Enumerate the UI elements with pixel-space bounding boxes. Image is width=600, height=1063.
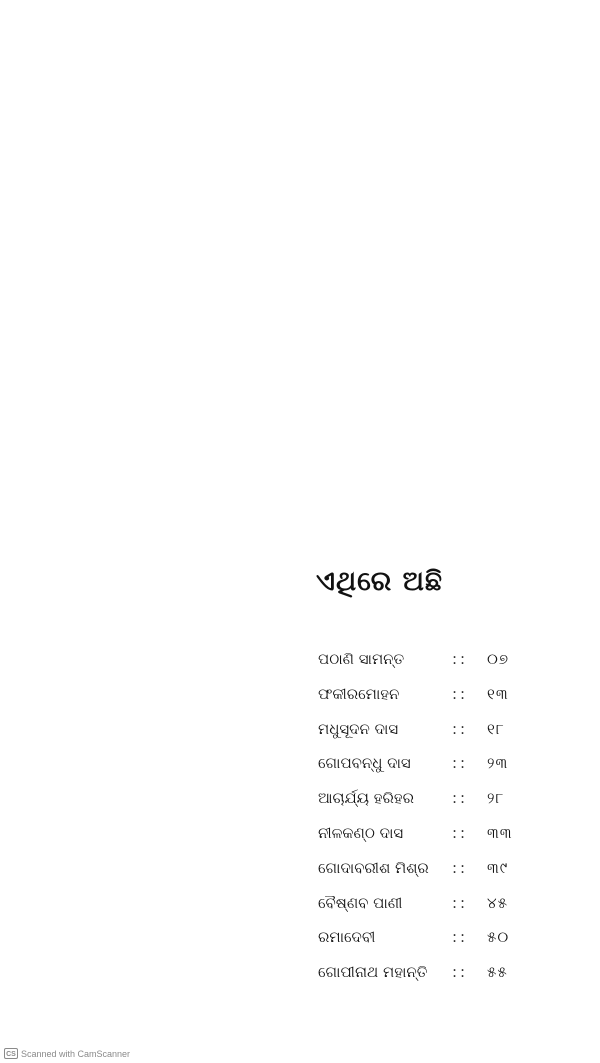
toc-entry-page-number: ୧୮	[487, 719, 505, 738]
toc-entry-page-number: ୫୦	[487, 928, 510, 947]
toc-entry	[318, 853, 548, 888]
toc-list	[318, 644, 548, 992]
toc-entry-page-number: ୨୮	[487, 789, 505, 808]
scanner-watermark	[4, 1048, 130, 1059]
toc-title: ଏଥିରେ ଅଛି	[316, 566, 443, 597]
toc-entry	[318, 888, 548, 923]
toc-entry	[318, 818, 548, 853]
toc-entry	[318, 748, 548, 783]
toc-entry	[318, 714, 548, 749]
toc-entry-page-number: ୪୫	[487, 893, 508, 912]
toc-entry	[318, 922, 548, 957]
toc-entry-page-number: ୦୭	[487, 650, 510, 668]
toc-entry	[318, 644, 548, 679]
toc-entry-page-number: ୫୫	[487, 963, 508, 982]
toc-entry-name: ଫକୀରମୋହନ	[318, 684, 400, 703]
toc-entry-name: ଗୋଦାବରୀଶ ମିଶ୍ର	[318, 858, 429, 877]
toc-entry-name: ଆଚାର୍ଯ୍ୟ ହରିହର	[318, 789, 414, 808]
scanner-text: Scanned with CamScanner	[21, 1048, 131, 1059]
toc-entry-separator: ::	[452, 823, 469, 842]
toc-entry-name: ମଧୁସୂଦନ ଦାସ	[318, 719, 399, 738]
toc-entry-separator: ::	[452, 963, 469, 982]
toc-entry	[318, 679, 548, 714]
toc-entry-separator: ::	[452, 754, 469, 773]
toc-entry-page-number: ୩୩	[487, 823, 513, 842]
toc-entry-separator: ::	[452, 928, 469, 947]
toc-entry-separator: ::	[452, 858, 469, 877]
toc-entry-separator: ::	[452, 684, 469, 703]
toc-entry-separator: ::	[452, 789, 469, 808]
camscanner-logo-icon: CS	[4, 1048, 18, 1059]
toc-entry-name: ରମାଦେବୀ	[318, 928, 376, 947]
toc-entry-page-number: ୧୩	[487, 684, 509, 703]
toc-entry	[318, 783, 548, 818]
toc-entry	[318, 957, 548, 992]
toc-entry-page-number: ୨୩	[487, 754, 509, 773]
toc-entry-name: ଗୋପୀନାଥ ମହାନ୍ତି	[318, 963, 428, 982]
toc-entry-separator: ::	[452, 893, 469, 912]
toc-entry-separator: ::	[452, 719, 469, 738]
toc-entry-name: ପଠାଣି ସାମନ୍ତ	[318, 650, 405, 668]
toc-entry-name: ବୈଷ୍ଣବ ପାଣୀ	[318, 893, 403, 912]
toc-entry-page-number: ୩୯	[487, 858, 509, 877]
toc-entry-name: ଗୋପବନ୍ଧୁ ଦାସ	[318, 754, 411, 773]
toc-entry-name: ନୀଳକଣ୍ଠ ଦାସ	[318, 823, 404, 842]
toc-entry-separator: ::	[452, 650, 469, 668]
